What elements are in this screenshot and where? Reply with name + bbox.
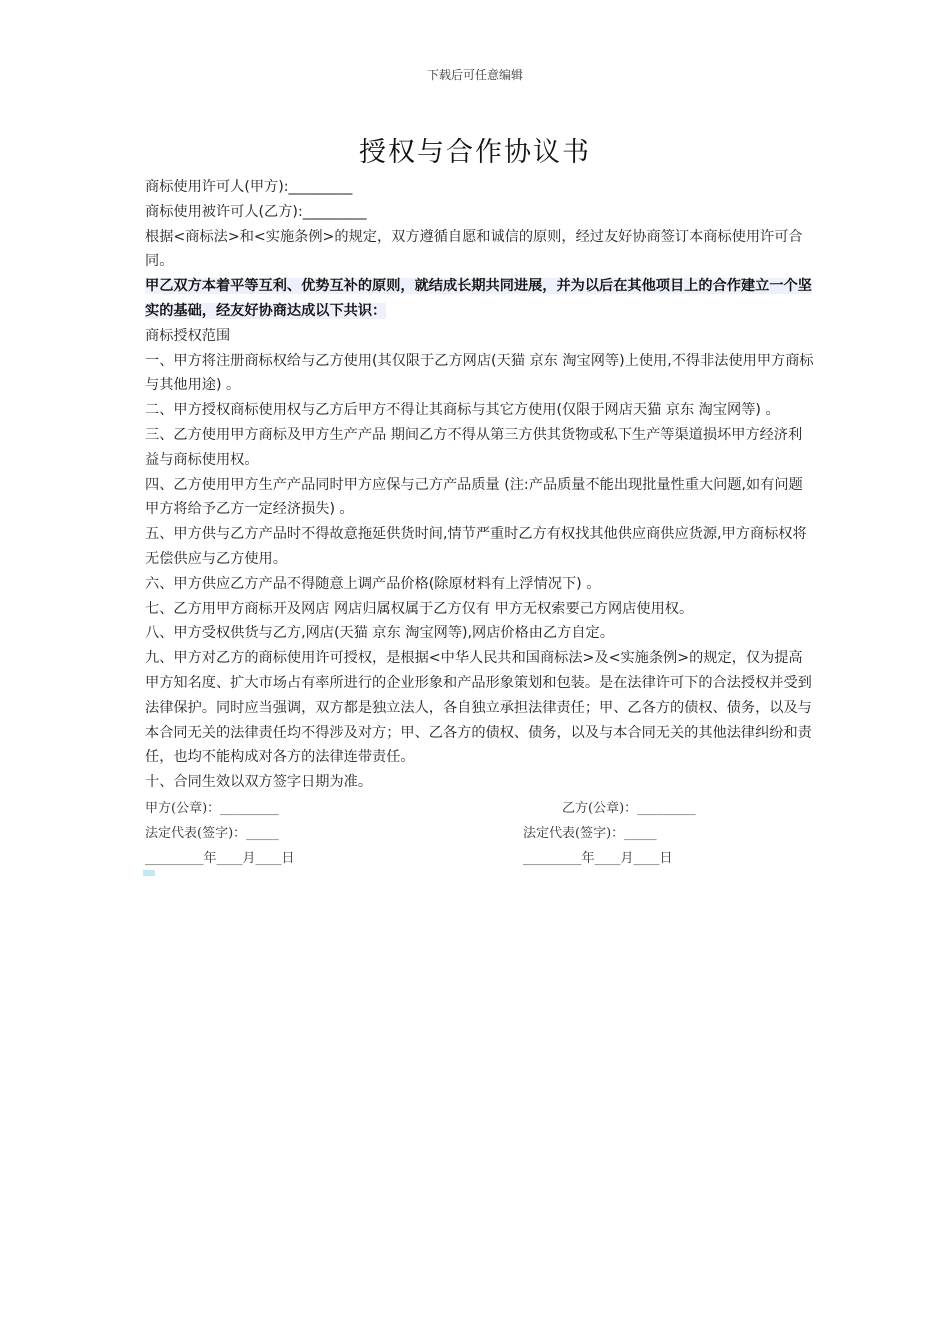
clause-4: 四、乙方使用甲方生产产品同时甲方应保与己方产品质量 (注:产品质量不能出现批量性重大问题,如有问题甲方将给予乙方一定经济损失) 。	[145, 476, 803, 518]
clause-9: 九、甲方对乙方的商标使用许可授权，是根据<中华人民共和国商标法>及<实施条例>的规定，仅为提高甲方知名度、扩大市场占有率所进行的企业形象和产品形象策划和包装。是在法律许可下的合法授权并受到法律保护。同时应当强调，双方都是独立法人，各自独立承担法律责任；甲、乙各方的债权、债务，以及与本合同无关的法律责任均不得涉及对方；甲、乙各方的债权、债务，以及与本合同无关的其他法律纠纷和责任，也均不能构成对各方的法律连带责任。	[145, 650, 812, 766]
intro-paragraph: 根据<商标法>和<实施条例>的规定，双方遵循自愿和诚信的原则，经过友好协商签订本商标使用许可合同。	[145, 228, 803, 270]
party-b-seal: 乙方(公章)：_________	[562, 801, 696, 816]
principle-highlight: 甲乙双方本着平等互利、优势互补的原则，就结成长期共同进展，并为以后在其他项目上的合作建立一个坚实的基础，经友好协商达成以下共识：	[145, 278, 812, 319]
party-b-rep: 法定代表(签字)：_____	[523, 826, 657, 841]
clause-1: 一、甲方将注册商标权给与乙方使用(其仅限于乙方网店(天猫 京东 淘宝网等)上使用,不得非法使用甲方商标与其他用途) 。	[145, 352, 814, 394]
party-a-rep: 法定代表(签字)：_____	[145, 826, 279, 841]
party-a-date: _________年____月____日	[145, 851, 295, 866]
document-title: 授权与合作协议书	[359, 137, 591, 168]
clause-6: 六、甲方供应乙方产品不得随意上调产品价格(除原材料有上浮情况下) 。	[145, 575, 601, 592]
header-note: 下载后可任意编辑	[426, 68, 523, 82]
clause-2: 二、甲方授权商标使用权与乙方后甲方不得让其商标与其它方使用(仅限于网店天猫 京东 淘宝网等) 。	[145, 402, 780, 419]
cursor-marker	[143, 870, 155, 876]
principle-paragraph	[145, 274, 815, 324]
party-b-date: _________年____月____日	[523, 851, 673, 866]
licensor-line: 商标使用许可人(甲方):_________	[145, 179, 353, 195]
clause-3: 三、乙方使用甲方商标及甲方生产产品 期间乙方不得从第三方供其货物或私下生产等渠道损坏甲方经济利益与商标使用权。	[145, 426, 803, 468]
clause-8: 八、甲方受权供货与乙方,网店(天猫 京东 淘宝网等),网店价格由乙方自定。	[145, 625, 614, 642]
clause-5: 五、甲方供与乙方产品时不得故意拖延供货时间,情节严重时乙方有权找其他供应商供应货源,甲方商标权将无偿供应与乙方使用。	[145, 526, 807, 567]
licensee-line: 商标使用被许可人(乙方):_________	[145, 203, 367, 220]
clause-7: 七、乙方用甲方商标开及网店 网店归属权属于乙方仅有 甲方无权索要己方网店使用权。	[145, 600, 694, 617]
section-heading: 商标授权范围	[145, 327, 231, 344]
document-body	[145, 175, 815, 795]
clause-10: 十、合同生效以双方签字日期为准。	[145, 774, 373, 791]
party-a-seal: 甲方(公章)：_________	[145, 801, 279, 816]
